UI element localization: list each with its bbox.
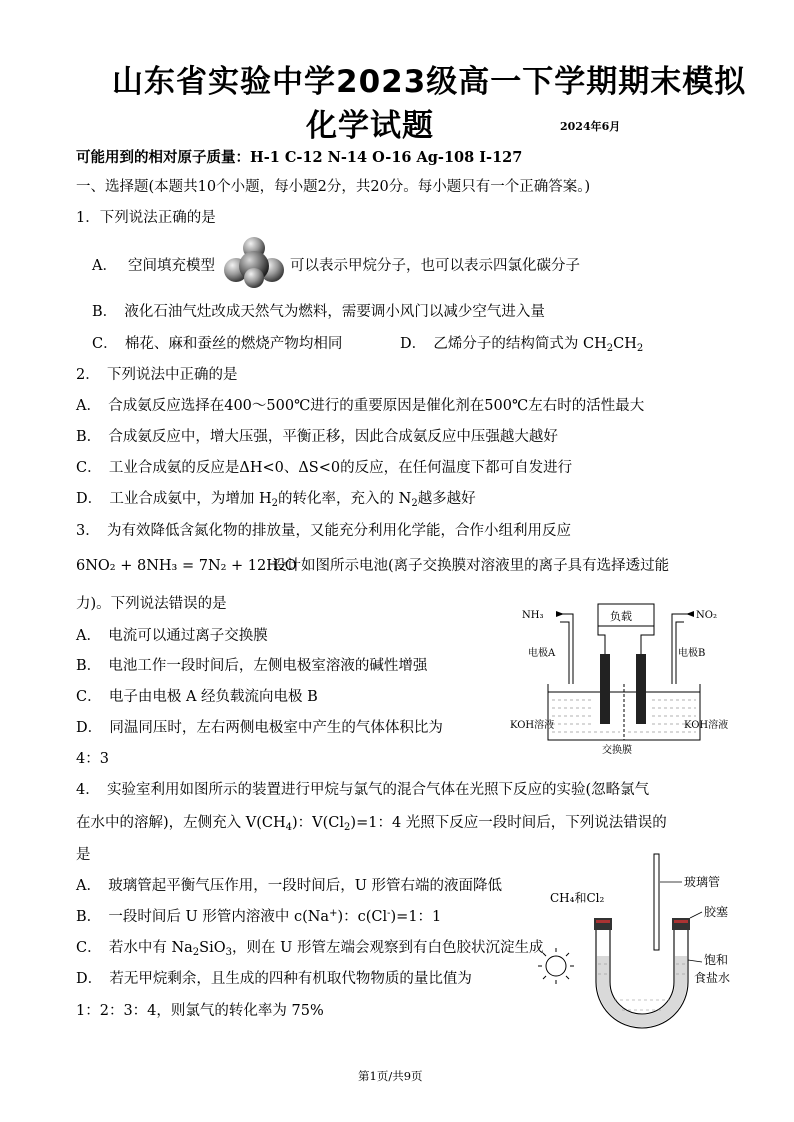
q3-option-c: C． 电子由电极 A 经负载流向电极 B [76,689,318,705]
q4-option-d: D． 若无甲烷剩余，且生成的四种有机取代物物质的量比值为 [76,971,472,987]
koh-left-label: KOH溶液 [510,720,555,731]
q2-option-b: B． 合成氨反应中，增大压强，平衡正移，因此合成氨反应中压强越大越好 [76,429,558,445]
q1-option-b: B． 液化石油气灶改成天然气为燃料，需要调小风门以减少空气进入量 [92,304,545,320]
q2-option-d: D． 工业合成氨中，为增加 $H_2$的转化率，充入的 $N_2$越多越好 [76,491,476,509]
nh3-arrow-icon [556,611,564,617]
gas-label: CH₄和Cl₂ [550,891,605,905]
q4-option-d-cont: 1：2：3：4，则氯气的转化率为 75% [76,1003,324,1019]
membrane-label: 交换膜 [602,745,632,756]
q3-option-d: D． 同温同压时，左右两侧电极室中产生的气体体积比为 [76,720,443,736]
q4-option-a: A． 玻璃管起平衡气压作用，一段时间后，U 形管右端的液面降低 [76,878,503,894]
brine-label-2: 食盐水 [694,971,731,985]
koh-right-label: KOH溶液 [684,720,729,731]
page-number: 第1页/共9页 [358,1069,423,1083]
q4-stem-cont: 在水中的溶解)，左侧充入 $V(CH_4)$：$V(Cl_2)=1$：4 光照下反应一段时间后，下列说法错误的 [76,815,667,833]
q3-stem-cont: 设计如图所示电池(离子交换膜对溶液里的离子具有选择透过能 [272,558,670,574]
battery-diagram [508,600,740,756]
right-stopper [672,918,690,930]
space-filling-model-image [222,236,286,290]
electrode-b [636,654,646,724]
q2-option-c: C． 工业合成氨的反应是ΔH<0、ΔS<0的反应，在任何温度下都可自发进行 [76,460,573,476]
q3-equation: 6NO₂ + 8NH₃ = 7N₂ + 12H₂O [76,558,297,574]
q4-option-c: C． 若水中有 $Na_2SiO_3$，则在 U 形管左端会观察到有白色胶状沉淀生成 [76,940,544,958]
page-title-line1: 山东省实验中学2023级高一下学期期末模拟 [112,64,747,100]
left-stopper [594,918,612,930]
exam-date: 2024年6月 [560,120,621,133]
nh3-label: NH₃ [522,610,544,621]
q3-stem: 3． 为有效降低含氮化物的排放量，又能充分利用化学能，合作小组利用反应 [76,523,571,539]
q2-stem: 2． 下列说法中正确的是 [76,367,238,383]
q3-option-a: A． 电流可以通过离子交换膜 [76,628,268,644]
q3-option-d-cont: 4：3 [76,751,109,767]
electrode-a-label: 电极A [528,648,556,659]
q2-option-a: A． 合成氨反应选择在400～500℃进行的重要原因是催化剂在500℃左右时的活性最大 [76,398,645,414]
section-heading: 一、选择题(本题共10个小题，每小题2分，共20分。每小题只有一个正确答案。) [76,179,591,195]
glass-tube-label: 玻璃管 [684,875,721,889]
u-tube-diagram [530,850,740,1030]
q4-stem: 4． 实验室利用如图所示的装置进行甲烷与氯气的混合气体在光照下反应的实验(忽略氯气 [76,782,650,798]
electrode-a [600,654,610,724]
electrode-b-label: 电极B [678,648,706,659]
q3-option-b: B． 电池工作一段时间后，左侧电极室溶液的碱性增强 [76,658,428,674]
load-label: 负载 [610,610,632,623]
glass-tube [654,854,659,950]
q1-stem: 1．下列说法正确的是 [76,210,216,226]
no2-label: NO₂ [696,610,717,621]
q1-option-c: C． 棉花、麻和蚕丝的燃烧产物均相同 [92,336,343,352]
sun-icon [538,948,574,984]
q4-stem-end: 是 [76,847,91,863]
q1-option-a-label: A． [92,258,117,274]
stopper-label: 胶塞 [704,905,729,919]
brine-label-1: 饱和 [704,953,729,967]
page-title-line2: 化学试题 [306,108,434,144]
no2-arrow-icon [686,611,694,617]
q3-stem-end: 力)。下列说法错误的是 [76,596,227,612]
q1-option-a-post: 可以表示甲烷分子，也可以表示四氯化碳分子 [290,258,580,274]
atomic-masses: 可能用到的相对原子质量：H-1 C-12 N-14 O-16 Ag-108 I-127 [76,149,523,166]
q1-option-d: D． 乙烯分子的结构简式为 $CH_2CH_2$ [400,336,644,354]
q4-option-b: B． 一段时间后 U 形管内溶液中 c(Na+)：c(Cl-)=1：1 [76,908,442,925]
q1-option-a-pre: 空间填充模型 [128,258,215,274]
